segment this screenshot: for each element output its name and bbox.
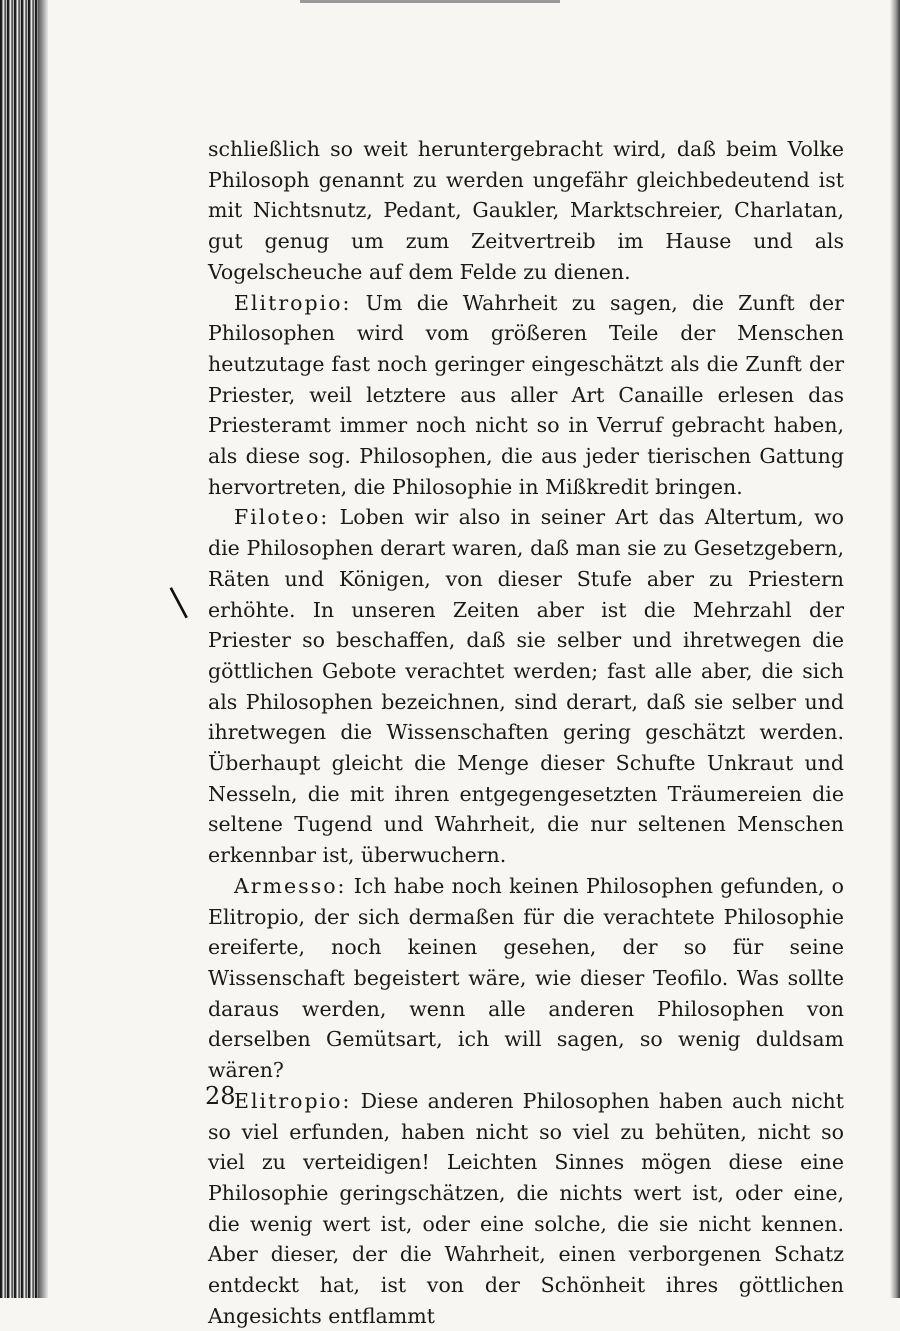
- paragraph-text: Um die Wahrheit zu sagen, die Zunft der Philosophen wird vom größeren Teile der Menschen heutzutage fast noch geringer eingeschätzt als die Zunft der Priester, weil letztere aus aller Art Canaille erlesen das Priesteramt immer noch nicht so in Verruf gebracht haben, als diese sog. Philosophen, die aus jeder tierischen Gattung hervortreten, die Philosophie in Mißkredit bringen.: [208, 290, 844, 499]
- paragraph-text: Loben wir also in seiner Art das Altertum, wo die Philosophen derart waren, daß man sie zu Gesetzgebern, Räten und Königen, von dieser Stufe aber zu Priestern erhöhte. In unseren Zeiten aber ist die Mehrzahl der Priester so beschaffen, daß sie selber und ihretwegen die göttlichen Gebote verachtet werden; fast alle aber, die sich als Philosophen bezeichnen, sind derart, daß sie selber und ihretwegen die Wissenschaften gering geschätzt werden. Überhaupt gleicht die Menge dieser Schufte Unkraut und Nesseln, die mit ihren entgegengesetzten Träumereien die seltene Tugend und Wahrheit, die nur seltenen Menschen erkennbar ist, überwuchern.: [208, 505, 844, 868]
- paragraph-filoteo: [208, 502, 844, 870]
- page-right-edge: [890, 0, 900, 1298]
- speaker-name: Elitropio:: [234, 290, 352, 315]
- paragraph-elitropio-1: [208, 288, 844, 503]
- speaker-name: Armesso:: [234, 873, 347, 898]
- paragraph-continuation: [208, 134, 844, 288]
- paragraph-text: Ich habe noch keinen Philosophen gefunden, o Elitropio, der sich dermaßen für die verachtete Philosophie ereiferte, noch keinen gesehen, der so für seine Wissenschaft begeistert wäre, wie dieser Teofilo. Was sollte daraus werden, wenn alle anderen Philosophen von derselben Gemütsart, ich will sagen, so wenig duldsam wären?: [208, 873, 844, 1083]
- paragraph-armesso: [208, 871, 844, 1086]
- book-binding-gutter: [0, 0, 48, 1298]
- speaker-name: Elitropio:: [234, 1088, 352, 1113]
- paragraph-text: schließlich so weit heruntergebracht wird, daß beim Volke Philosoph genannt zu werden ungefähr gleichbedeutend ist mit Nichtsnutz, Pedant, Gaukler, Marktschreier, Charlatan, gut genug um zum Zeitvertreib im Hause und als Vogelscheuche auf dem Felde zu dienen.: [208, 137, 844, 284]
- speaker-name: Filoteo:: [234, 505, 330, 530]
- page-number: 28: [205, 1082, 236, 1110]
- body-text: [208, 134, 844, 1331]
- paragraph-text: Diese anderen Philosophen haben auch nicht so viel erfunden, haben nicht so viel zu behüten, nicht so viel zu verteidigen! Leichten Sinnes mögen diese eine Philosophie geringschätzen, die nichts wert ist, oder eine, die wenig wert ist, oder eine solche, die sie nicht kennen. Aber dieser, der die Wahrheit, einen verborgenen Schatz entdeckt hat, ist von der Schönheit ihres göttlichen Angesichts entflammt: [208, 1088, 844, 1328]
- top-edge-mark: [300, 0, 560, 3]
- pencil-margin-mark: |: [163, 580, 193, 622]
- paragraph-elitropio-2: [208, 1086, 844, 1331]
